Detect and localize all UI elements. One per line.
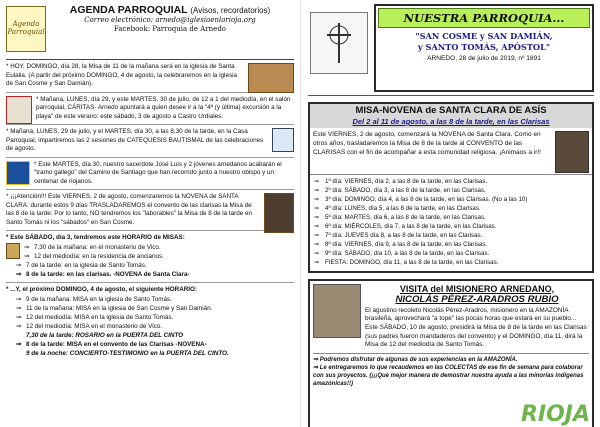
missionary-photo bbox=[313, 284, 361, 338]
schedule-line: 9 de la noche: CONCIERTO-TESTIMONIO en la PUERTA DEL CINTO. bbox=[26, 350, 229, 358]
schedule-line: ⇒ 9 de la mañana: MISA en la iglesia de Santo Tomás. bbox=[16, 295, 172, 303]
visit-title-2: NICOLÁS PÉREZ-ARADROS RUBIO bbox=[395, 293, 559, 305]
novena-day: ⇒ 4º día: LUNES, día 5, a las 8 de la tarde, en las Clarisas. bbox=[314, 204, 481, 212]
parish-header bbox=[308, 4, 594, 96]
saturday-schedule-title: * Este SÁBADO, día 3, tendremos este HORARIO de MISAS: bbox=[6, 234, 185, 241]
notice-catequesis bbox=[6, 125, 294, 158]
novena-intro bbox=[310, 128, 592, 174]
novena-day: ⇒ 3º día: DOMINGO, día 4, a las 8 de la tarde, en las Clarisas. (No a las 10) bbox=[314, 195, 528, 203]
santa-clara-image bbox=[264, 193, 294, 233]
schedule-line: ⇒ 12 del mediodía: MISA en la iglesia de Santo Tomás. bbox=[16, 313, 174, 321]
schedule-line: 7,30 de la tarde: ROSARIO en la PUERTA DEL CINTO bbox=[26, 332, 184, 339]
visit-footer bbox=[313, 353, 589, 388]
parish-title: NUESTRA PARROQUIA... bbox=[378, 8, 590, 28]
novena-day: ⇒ 8º día: VIERNES, día 9, a las 8 de la tarde, en las Clarisas. bbox=[314, 240, 488, 248]
right-page bbox=[302, 0, 600, 427]
patrons-line-2: y SANTO TOMÁS, APÓSTOL" bbox=[417, 41, 551, 52]
notice-novena-santa-clara bbox=[6, 190, 294, 231]
novena-day: ⇒ 6º día: MIÉRCOLES, día 7, a las 8 de la tarde, en las Clarisas. bbox=[314, 222, 497, 230]
baptism-icon bbox=[272, 128, 294, 152]
schedule-line: ⇒ 8 de la tarde: MISA en el convento de las Clarisas -NOVENA- bbox=[16, 341, 207, 349]
schedule-line: ⇒ 12 del mediodía: en la residencia de ancianos. bbox=[24, 252, 164, 260]
novena-subtitle: Del 2 al 11 de agosto, a las 8 de la tarde, en las Clarisas bbox=[310, 117, 592, 128]
clock-icon bbox=[6, 243, 20, 259]
schedule-line: ⇒ 7 de la tarde: en la iglesia de Santo Tomás. bbox=[16, 261, 147, 269]
notice-mass-santa-eulalia bbox=[6, 60, 294, 93]
novena-day: ⇒ 5º día: MARTES, día 6, a las 8 de la tarde, en las Clarisas. bbox=[314, 213, 486, 221]
notice-text: * Mañana, LUNES, día 29, y este MARTES, 30 de julio, de 12 a 1 del mediodía, en el salón parroquial, CÁRITAS- Arnedo apuntará a quien desee ir a la "4ª (y última) excursión a la playa" de este verano: este sábado, 3 de agosto a Castro Urdiales. bbox=[36, 95, 291, 120]
novena-day: ⇒ 2º día: SÁBADO, día 3, a las 8 de la tarde, en las Clarisas. bbox=[314, 186, 486, 194]
novena-intro-text: Este VIERNES, 2 de agosto, comenzará la NOVENA de Santa Clara. Como en otros años, trasladaremos la Misa de 8 de la tarde al CONVENTO de las CLARISAS con el fin de acompañar a esta comunidad religiosa. ¡Animaos a ir!! bbox=[313, 131, 541, 156]
notice-saturday-schedule bbox=[6, 231, 294, 283]
page-fold bbox=[300, 0, 301, 427]
logo-line-1: Agenda bbox=[12, 20, 40, 29]
notice-text: * Mañana, LUNES, 29 de julio, y el MARTES, día 30, a las 8,30 de la tarde, en la Casa Parroquial, impartiremos las 2 sesiones de CATEQUESIS BAUTISMAL de las celebraciones de agosto. bbox=[6, 128, 264, 152]
schedule-line: ⇒ 8 de la tarde: en las clarisas. -NOVENA de Santa Clara- bbox=[16, 270, 190, 278]
missionary-visit-box bbox=[308, 279, 594, 427]
notice-text: * HOY, DOMINGO, día 28, la Misa de 11 de la mañana será en la iglesia de Santa Eulalia. (A partir del próximo DOMINGO, 4 de agosto, la celebraremos en la iglesia de San Cosme y San Damián). bbox=[6, 63, 237, 87]
notice-text: * ¡¡¡Atención!!! Este VIERNES, 2 de agosto, comenzaremos la NOVENA de SANTA CLARA: durante estos 9 días TRASLADAREMOS el convento de las clarisas la Misa de las 8 de la tarde: Por lo tanto, NO tendremos los "laborables" la Misa de 8 de la tarde en Santo Tomás ni los "sábados" en San Cosme. bbox=[6, 193, 252, 226]
parish-emblem-icon bbox=[310, 12, 368, 74]
notice-sunday-schedule bbox=[6, 283, 294, 361]
notice-text: * Este MARTES, día 30, nuestro sacerdote José Luis y 2 jóvenes arnedanos acabarán el "tramo gallego" del Camino de Santiago que han recorrido junto a nuestro obispo y un centenar de riojanos. bbox=[34, 160, 282, 185]
logo-line-2: Parroquial bbox=[7, 28, 45, 36]
schedule-line: ⇒ 11 de la mañana: MISA en la iglesia de San Cosme y San Damián. bbox=[16, 304, 213, 312]
caritas-logo bbox=[6, 96, 32, 124]
visit-body: El agustino recoleto Nicolás Pérez-Aradros, misionero en la AMAZONÍA brasileña, aprovechará "a tope" las pocas horas que estará en su pueblo... Este SÁBADO, 10 de agosto, presidirá la Misa de 8 de la tarde en las Clarisas (sus padres fueron mandaderos del convento) y el DOMINGO, día 11, dirá la Misa de 12 del mediodía de Santo Tomás. bbox=[365, 306, 587, 349]
agenda-facebook: Facebook: Parroquia de Arnedo bbox=[113, 25, 227, 34]
visit-footer-line: ⇒ Podremos disfrutar de algunas de sus experiencias en la AMAZONÍA. bbox=[313, 357, 518, 364]
novena-day: ⇒ 1º día: VIERNES, día 2, a las 8 de la tarde, en las Clarisas. bbox=[314, 178, 488, 185]
novena-day: ⇒ FIESTA: DOMINGO, día 11, a las 8 de la tarde, en las Clarisas. bbox=[314, 258, 499, 266]
novena-day: ⇒ 7º día: JUEVES día 8, a las 8 de la tarde, en las Clarisas. bbox=[314, 231, 483, 239]
agenda-logo bbox=[6, 6, 46, 52]
agenda-header bbox=[6, 4, 294, 60]
notice-camino-santiago bbox=[6, 158, 294, 191]
agenda-email: Correo electrónico: arnedo@iglesiaenlarioja.org bbox=[84, 16, 256, 24]
novena-box bbox=[308, 102, 594, 273]
schedule-line: ⇒ 7,30 de la mañana: en el monasterio de Vico. bbox=[24, 243, 161, 251]
santa-clara-portrait bbox=[555, 131, 589, 173]
novena-days-list bbox=[310, 174, 592, 271]
agenda-title bbox=[46, 4, 294, 16]
scallop-shell-icon bbox=[6, 161, 30, 185]
notice-caritas-excursion bbox=[6, 93, 294, 126]
agenda-title-text: AGENDA PARROQUIAL bbox=[69, 4, 188, 16]
parish-title-box bbox=[374, 4, 594, 92]
sunday-schedule-title: * ...Y, el próximo DOMINGO, 4 de agosto, el siguiente HORARIO: bbox=[6, 286, 198, 293]
schedule-line: ⇒ 12 del mediodía: MISA en el monasterio de Vico. bbox=[16, 322, 163, 330]
novena-title: MISA-NOVENA de SANTA CLARA DE ASÍS bbox=[310, 104, 592, 117]
rioja-watermark: RIOJA bbox=[520, 401, 590, 427]
visit-footer-line: ⇒ Le entregaremos lo que recaudemos en las COLECTAS de ese fin de semana para colaborar con sus proyectos. (¡¡¡Qué mejor manera de demostrar nuestra ayuda a las minorías indígenas amazónicas!!) bbox=[313, 365, 584, 388]
visit-title-1: VISITA del MISIONERO ARNEDANO, bbox=[399, 283, 555, 294]
church-photo bbox=[248, 63, 294, 93]
patrons-line-1: "SAN COSME y SAN DAMIÁN, bbox=[415, 31, 553, 41]
issue-date: ARNEDO, 28 de julio de 2019, nº 1891 bbox=[427, 55, 541, 63]
agenda-subtitle: (Avisos, recordatorios) bbox=[190, 6, 271, 15]
novena-day: ⇒ 9º día: SÁBADO, día 10, a las 8 de la tarde, en las Clarisas. bbox=[314, 249, 490, 257]
